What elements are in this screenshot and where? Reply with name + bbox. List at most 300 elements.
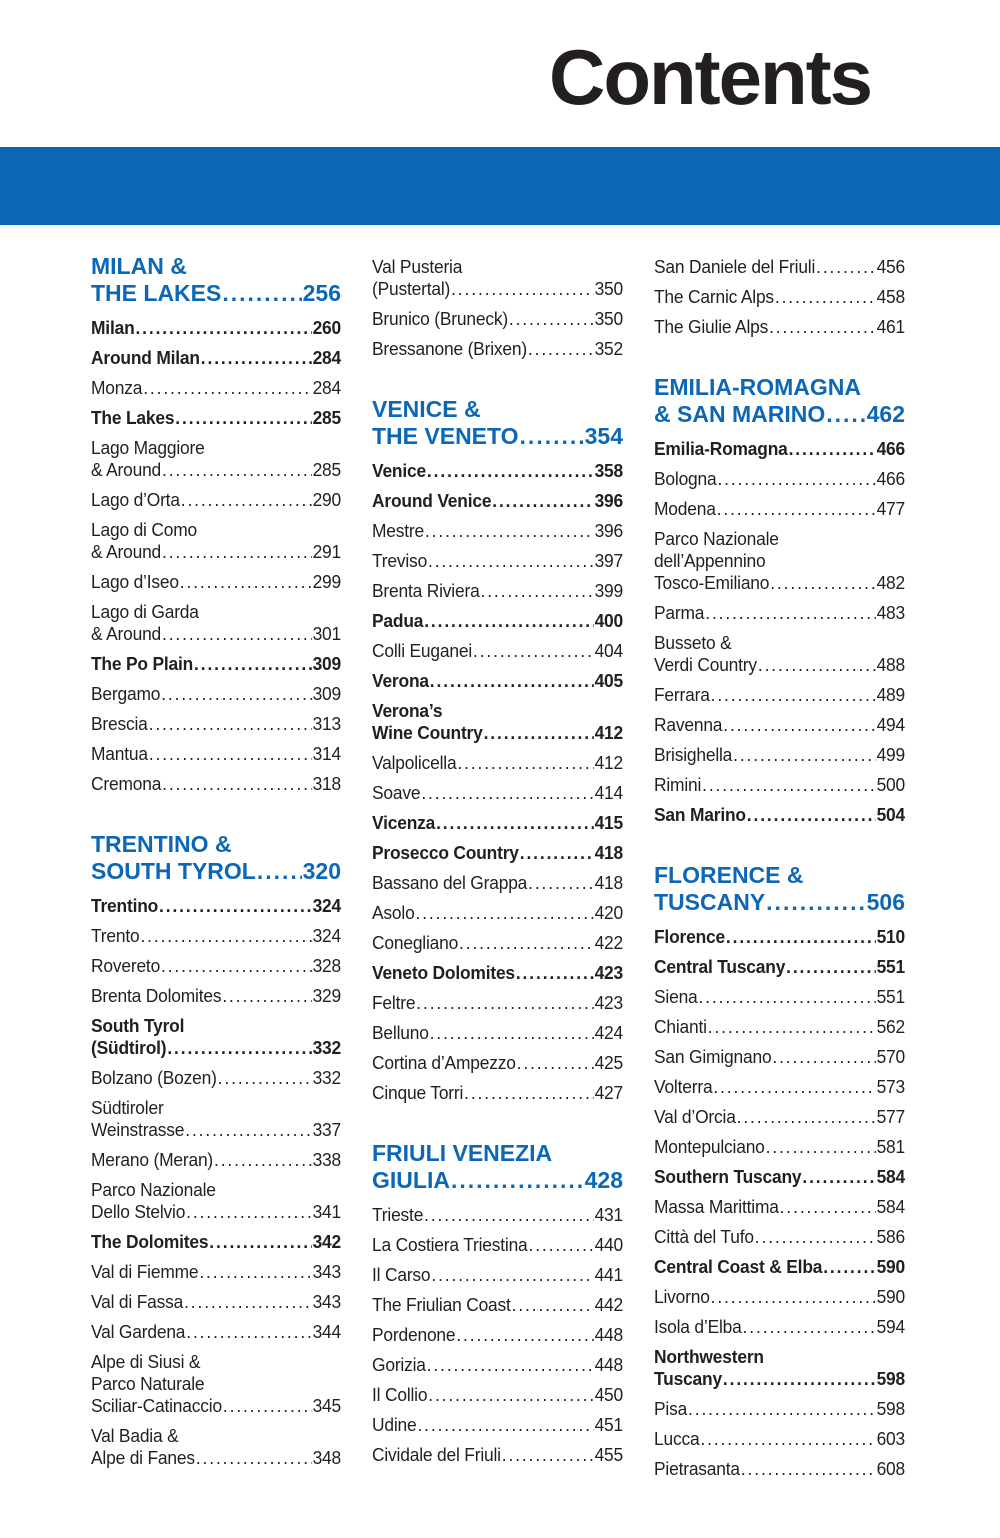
toc-entry[interactable]	[91, 1063, 341, 1093]
toc-entry[interactable]	[91, 1421, 341, 1473]
toc-entry[interactable]	[91, 649, 341, 679]
dot-leader	[517, 1052, 594, 1074]
toc-entry-title: Chianti	[654, 1016, 707, 1037]
toc-entry[interactable]	[654, 252, 905, 282]
toc-entry[interactable]	[654, 1162, 905, 1192]
dot-leader	[143, 377, 311, 399]
page-number: 418	[594, 842, 624, 863]
toc-entry[interactable]	[654, 524, 905, 598]
toc-line	[654, 256, 905, 278]
dot-leader	[428, 550, 594, 572]
toc-entry[interactable]	[372, 1018, 623, 1048]
page-number: 494	[876, 714, 906, 735]
toc-line	[654, 804, 905, 826]
toc-line	[372, 423, 623, 450]
toc-entry[interactable]	[91, 343, 341, 373]
toc-entry-title: & Around	[91, 541, 162, 562]
toc-line	[372, 1052, 623, 1074]
toc-entry[interactable]	[372, 958, 623, 988]
toc-entry-title: Lago d’Iseo	[91, 571, 179, 592]
toc-column-2	[372, 252, 623, 1470]
toc-entry-line: dell’Appennino	[654, 550, 766, 571]
toc-entry-line: Busseto &	[654, 632, 732, 653]
toc-entry-title: Merano (Meran)	[91, 1149, 214, 1170]
toc-entry-title: Cremona	[91, 773, 162, 794]
toc-line	[654, 1398, 905, 1420]
page-number: 584	[876, 1196, 906, 1217]
toc-entry[interactable]	[372, 778, 623, 808]
toc-line	[91, 713, 341, 735]
toc-entry[interactable]	[372, 1048, 623, 1078]
toc-entry-title: Volterra	[654, 1076, 713, 1097]
toc-entry-title: Tosco-Emiliano	[654, 572, 770, 593]
toc-column-1	[91, 252, 341, 1473]
dot-leader	[425, 520, 594, 542]
toc-line	[654, 956, 905, 978]
toc-entry-title: Emilia-Romagna	[654, 438, 788, 459]
toc-entry[interactable]	[372, 1350, 623, 1380]
dot-leader	[705, 602, 875, 624]
page-number: 466	[876, 438, 906, 459]
toc-entry[interactable]	[91, 1093, 341, 1145]
toc-entry[interactable]	[654, 312, 905, 342]
dot-leader	[184, 1291, 312, 1313]
page-number: 499	[876, 744, 906, 765]
dot-leader	[167, 1037, 311, 1059]
dot-leader	[185, 1119, 311, 1141]
toc-entry-title: San Gimignano	[654, 1046, 772, 1067]
toc-entry-title: Bassano del Grappa	[372, 872, 528, 893]
toc-line	[372, 460, 623, 482]
toc-line	[91, 459, 341, 481]
toc-entry[interactable]	[372, 898, 623, 928]
toc-entry[interactable]	[372, 696, 623, 748]
toc-entry[interactable]	[372, 666, 623, 696]
toc-entry-title: Brisighella	[654, 744, 733, 765]
dot-leader	[223, 1395, 312, 1417]
page-number: 450	[594, 1384, 624, 1405]
toc-entry[interactable]	[91, 373, 341, 403]
toc-entry[interactable]	[372, 576, 623, 606]
toc-entry[interactable]	[372, 928, 623, 958]
toc-entry[interactable]	[91, 1347, 341, 1421]
toc-entry-line: Parco Nazionale	[91, 1179, 216, 1200]
page-number: 506	[866, 889, 905, 915]
toc-entry[interactable]	[91, 951, 341, 981]
page-number: 399	[594, 580, 624, 601]
toc-entry[interactable]	[372, 516, 623, 546]
dot-leader	[516, 962, 594, 984]
toc-entry[interactable]	[372, 456, 623, 486]
toc-entry[interactable]	[654, 680, 905, 710]
page-number: 603	[876, 1428, 906, 1449]
toc-entry-title: Bolzano (Bozen)	[91, 1067, 217, 1088]
page-number: 598	[876, 1368, 906, 1389]
toc-line	[654, 468, 905, 490]
toc-entry-title: Belluno	[372, 1022, 429, 1043]
accent-band	[0, 147, 1000, 225]
dot-leader	[816, 256, 876, 278]
toc-entry-title: Pisa	[654, 1398, 688, 1419]
dot-leader	[775, 286, 876, 308]
page-number: 500	[876, 774, 906, 795]
toc-entry-title: Dello Stelvio	[91, 1201, 186, 1222]
dot-leader	[199, 1261, 311, 1283]
toc-entry[interactable]	[372, 1260, 623, 1290]
toc-entry-title: Ferrara	[654, 684, 710, 705]
toc-entry-title: Gorizia	[372, 1354, 426, 1375]
dot-leader	[698, 986, 875, 1008]
page-number: 400	[594, 610, 624, 631]
toc-entry[interactable]	[372, 252, 623, 304]
toc-entry-title: Weinstrasse	[91, 1119, 185, 1140]
toc-line	[654, 498, 905, 520]
dot-leader	[480, 580, 593, 602]
dot-leader	[451, 278, 594, 300]
toc-line	[91, 683, 341, 705]
toc-line	[91, 571, 341, 593]
toc-line	[91, 1447, 341, 1469]
dot-leader	[733, 744, 876, 766]
toc-line	[372, 1324, 623, 1346]
toc-entry[interactable]	[372, 1290, 623, 1320]
toc-entry[interactable]	[372, 1380, 623, 1410]
toc-entry[interactable]	[372, 838, 623, 868]
toc-entry-title: Città del Tufo	[654, 1226, 754, 1247]
toc-line	[91, 1119, 341, 1141]
toc-entry[interactable]	[372, 1200, 623, 1230]
page-number: 309	[312, 653, 342, 674]
toc-entry-title: Trieste	[372, 1204, 424, 1225]
page-number: 291	[312, 541, 342, 562]
toc-line	[372, 962, 623, 984]
toc-entry[interactable]	[654, 434, 905, 464]
page-number: 352	[594, 338, 624, 359]
toc-line	[654, 1226, 905, 1248]
section-heading-line: VENICE &	[372, 396, 481, 422]
page-number: 570	[876, 1046, 906, 1067]
toc-entry-title: Udine	[372, 1414, 417, 1435]
toc-line	[372, 1264, 623, 1286]
page-number: 551	[876, 986, 906, 1007]
page-number: 329	[312, 985, 342, 1006]
toc-entry[interactable]	[372, 748, 623, 778]
dot-leader	[459, 932, 594, 954]
toc-entry-line: Lago di Garda	[91, 601, 199, 622]
toc-line	[91, 377, 341, 399]
toc-entry[interactable]	[91, 567, 341, 597]
toc-entry[interactable]	[654, 1102, 905, 1132]
toc-entry[interactable]	[91, 1145, 341, 1175]
dot-leader	[135, 317, 311, 339]
toc-entry[interactable]	[372, 304, 623, 334]
dot-leader	[464, 1082, 593, 1104]
page-number: 477	[876, 498, 906, 519]
toc-line	[91, 347, 341, 369]
page-number: 318	[312, 773, 342, 794]
toc-entry[interactable]	[654, 598, 905, 628]
toc-line	[372, 640, 623, 662]
toc-entry-title: Southern Tuscany	[654, 1166, 802, 1187]
toc-entry[interactable]	[654, 710, 905, 740]
toc-entry[interactable]	[91, 1175, 341, 1227]
toc-entry-title: Tuscany	[654, 1368, 722, 1389]
page-number: 299	[312, 571, 342, 592]
toc-entry-title: Padua	[372, 610, 424, 631]
dot-leader	[755, 1226, 876, 1248]
page-number: 455	[594, 1444, 624, 1465]
toc-line	[91, 1037, 341, 1059]
toc-entry[interactable]	[654, 922, 905, 952]
toc-entry[interactable]	[654, 1132, 905, 1162]
toc-entry-title: La Costiera Triestina	[372, 1234, 528, 1255]
dot-leader	[747, 804, 876, 826]
toc-entry-title: Bergamo	[91, 683, 161, 704]
dot-leader	[713, 1076, 875, 1098]
toc-line	[91, 1291, 341, 1313]
page-number: 337	[312, 1119, 342, 1140]
toc-entry[interactable]	[654, 628, 905, 680]
toc-entry[interactable]	[654, 282, 905, 312]
toc-line	[654, 1368, 905, 1390]
toc-entry[interactable]	[372, 1440, 623, 1470]
toc-entry[interactable]	[654, 1012, 905, 1042]
toc-entry-title: The Lakes	[91, 407, 175, 428]
toc-entry[interactable]	[654, 1072, 905, 1102]
toc-line	[654, 438, 905, 460]
toc-line	[372, 308, 623, 330]
dot-leader	[161, 955, 312, 977]
toc-line	[654, 1046, 905, 1068]
toc-entry-title: Veneto Dolomites	[372, 962, 515, 983]
dot-leader	[162, 459, 312, 481]
section-heading[interactable]	[372, 395, 623, 456]
toc-entry[interactable]	[91, 313, 341, 343]
toc-entry[interactable]	[91, 679, 341, 709]
toc-entry-title: Pordenone	[372, 1324, 456, 1345]
toc-entry[interactable]	[654, 1252, 905, 1282]
toc-entry[interactable]	[91, 1257, 341, 1287]
toc-entry[interactable]	[91, 1287, 341, 1317]
section-heading-line: FLORENCE &	[654, 862, 804, 888]
toc-entry-title: Cortina d’Ampezzo	[372, 1052, 516, 1073]
dot-leader	[780, 1196, 876, 1218]
dot-leader	[196, 1447, 312, 1469]
page-number: 440	[594, 1234, 624, 1255]
toc-entry[interactable]	[654, 1394, 905, 1424]
page-number: 350	[594, 278, 624, 299]
toc-entry-title: Florence	[654, 926, 725, 947]
page-number: 345	[312, 1395, 342, 1416]
dot-leader	[769, 316, 876, 338]
toc-entry[interactable]	[654, 770, 905, 800]
toc-entry[interactable]	[654, 1222, 905, 1252]
toc-line	[372, 902, 623, 924]
page-number: 584	[876, 1166, 906, 1187]
toc-entry[interactable]	[372, 334, 623, 364]
section-heading[interactable]	[654, 373, 905, 434]
toc-entry-line: South Tyrol	[91, 1015, 185, 1036]
toc-entry-title: Val d’Orcia	[654, 1106, 736, 1127]
toc-entry-title: Trento	[91, 925, 140, 946]
toc-entry[interactable]	[654, 952, 905, 982]
toc-line	[372, 812, 623, 834]
toc-entry[interactable]	[91, 891, 341, 921]
toc-entry[interactable]	[91, 485, 341, 515]
toc-line	[654, 889, 905, 916]
page-number: 338	[312, 1149, 342, 1170]
page-number: 260	[312, 317, 342, 338]
toc-entry-title: Ravenna	[654, 714, 723, 735]
dot-leader	[770, 572, 875, 594]
toc-entry[interactable]	[91, 769, 341, 799]
page-number: 396	[594, 520, 624, 541]
toc-entry[interactable]	[654, 1424, 905, 1454]
toc-entry[interactable]	[372, 486, 623, 516]
dot-leader	[772, 1046, 875, 1068]
toc-entry[interactable]	[91, 515, 341, 567]
toc-entry[interactable]	[91, 981, 341, 1011]
page-number: 451	[594, 1414, 624, 1435]
toc-entry-title: Livorno	[654, 1286, 710, 1307]
toc-entry-title: Lucca	[654, 1428, 700, 1449]
dot-leader	[456, 1324, 593, 1346]
toc-entry[interactable]	[654, 1042, 905, 1072]
toc-entry[interactable]	[372, 868, 623, 898]
dot-leader	[214, 1149, 312, 1171]
toc-line	[91, 1231, 341, 1253]
toc-entry-title: Bressanone (Brixen)	[372, 338, 527, 359]
toc-line	[654, 654, 905, 676]
toc-line	[654, 1428, 905, 1450]
toc-entry-title: (Südtirol)	[91, 1037, 167, 1058]
dot-leader	[421, 782, 593, 804]
toc-entry-title: Lago d’Orta	[91, 489, 180, 510]
section-heading-line: MILAN &	[91, 253, 187, 279]
toc-line	[654, 602, 905, 624]
toc-column-3	[654, 252, 905, 1484]
dot-leader	[802, 1166, 875, 1188]
toc-entry[interactable]	[372, 1320, 623, 1350]
toc-line	[91, 1149, 341, 1171]
page-number: 313	[312, 713, 342, 734]
toc-entry[interactable]	[654, 1342, 905, 1394]
toc-entry-title: Alpe di Fanes	[91, 1447, 195, 1468]
toc-entry-title: Colli Euganei	[372, 640, 473, 661]
dot-leader	[723, 1368, 876, 1390]
toc-entry[interactable]	[372, 546, 623, 576]
toc-entry-line: Northwestern	[654, 1346, 764, 1367]
toc-line	[372, 1354, 623, 1376]
toc-entry-line: Parco Nazionale	[654, 528, 779, 549]
toc-entry[interactable]	[372, 1410, 623, 1440]
toc-entry-title: Massa Marittima	[654, 1196, 779, 1217]
toc-entry-title: Modena	[654, 498, 716, 519]
dot-leader	[789, 438, 876, 460]
toc-entry[interactable]	[372, 988, 623, 1018]
toc-entry[interactable]	[372, 636, 623, 666]
dot-leader	[149, 713, 312, 735]
toc-entry[interactable]	[91, 709, 341, 739]
toc-entry[interactable]	[91, 1227, 341, 1257]
toc-entry-title: Cinque Torri	[372, 1082, 464, 1103]
toc-entry[interactable]	[91, 403, 341, 433]
dot-leader	[181, 489, 312, 511]
toc-entry[interactable]	[372, 1078, 623, 1108]
toc-entry-title: Sciliar-Catinaccio	[91, 1395, 222, 1416]
page-number: 309	[312, 683, 342, 704]
dot-leader	[711, 1286, 876, 1308]
section-heading[interactable]	[372, 1139, 623, 1200]
toc-line	[372, 1234, 623, 1256]
toc-entry[interactable]	[91, 1317, 341, 1347]
toc-entry[interactable]	[372, 808, 623, 838]
page-number: 328	[312, 955, 342, 976]
toc-entry[interactable]	[654, 1454, 905, 1484]
toc-line	[372, 1414, 623, 1436]
toc-entry[interactable]	[91, 739, 341, 769]
toc-line	[372, 278, 623, 300]
toc-entry-title: Brescia	[91, 713, 148, 734]
toc-line	[654, 572, 905, 594]
toc-line	[91, 541, 341, 563]
toc-entry-title: Rimini	[654, 774, 702, 795]
toc-line	[91, 895, 341, 917]
toc-entry[interactable]	[91, 921, 341, 951]
toc-entry-title: Trentino	[91, 895, 159, 916]
toc-entry-line: Lago Maggiore	[91, 437, 205, 458]
page-number: 598	[876, 1398, 906, 1419]
toc-entry[interactable]	[91, 433, 341, 485]
section-heading[interactable]	[654, 861, 905, 922]
toc-entry-title: Verdi Country	[654, 654, 757, 675]
toc-entry[interactable]	[654, 1192, 905, 1222]
page-number: 420	[594, 902, 624, 923]
toc-entry[interactable]	[654, 740, 905, 770]
toc-entry[interactable]	[654, 1312, 905, 1342]
toc-line	[654, 1196, 905, 1218]
page-number: 423	[594, 962, 624, 983]
page-number: 590	[876, 1286, 906, 1307]
toc-entry[interactable]	[372, 606, 623, 636]
toc-line	[372, 842, 623, 864]
page-number: 482	[876, 572, 906, 593]
toc-entry[interactable]	[372, 1230, 623, 1260]
section-heading[interactable]	[91, 830, 341, 891]
toc-entry[interactable]	[91, 1011, 341, 1063]
toc-entry[interactable]	[91, 597, 341, 649]
toc-entry[interactable]	[654, 800, 905, 830]
page-number: 314	[312, 743, 342, 764]
toc-line	[654, 1136, 905, 1158]
toc-entry[interactable]	[654, 464, 905, 494]
toc-entry-title: Prosecco Country	[372, 842, 519, 863]
toc-entry[interactable]	[654, 494, 905, 524]
toc-line	[654, 774, 905, 796]
page-number: 332	[312, 1067, 342, 1088]
page-number: 594	[876, 1316, 906, 1337]
toc-entry-title: Val Gardena	[91, 1321, 186, 1342]
page-number: 448	[594, 1354, 624, 1375]
toc-line	[372, 1444, 623, 1466]
toc-entry-title: Conegliano	[372, 932, 459, 953]
toc-entry[interactable]	[654, 1282, 905, 1312]
toc-entry-title: Brunico (Bruneck)	[372, 308, 508, 329]
section-heading[interactable]	[91, 252, 341, 313]
page-number: 415	[594, 812, 624, 833]
toc-entry[interactable]	[654, 982, 905, 1012]
page-number: 456	[876, 256, 906, 277]
